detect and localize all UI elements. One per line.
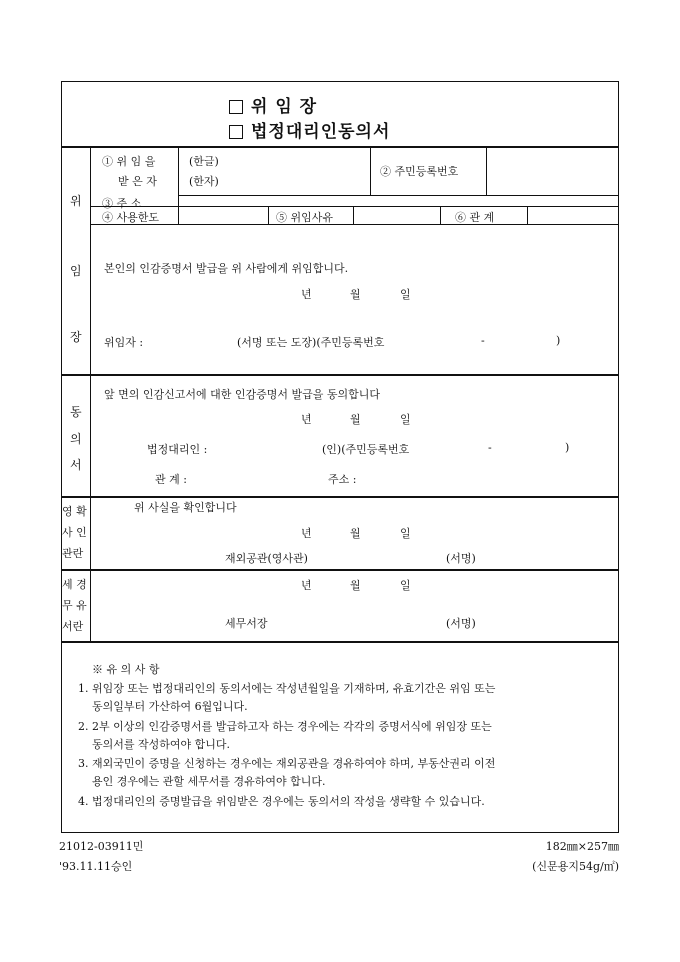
note-2b: 동의서를 작성하여야 합니다. [92, 738, 231, 751]
section-label-tax-1: 세 경 [62, 578, 87, 591]
divider-tax [61, 641, 619, 643]
section-label-consent-2: 의 [70, 432, 82, 446]
delegator-label: 위임자 : [104, 336, 144, 349]
section-label-jang: 장 [70, 330, 82, 344]
delegation-day: 일 [400, 288, 411, 301]
consent-address-label: 주소 : [328, 473, 357, 486]
consent-checkbox[interactable] [229, 125, 243, 139]
divider-rrn-right [486, 146, 487, 195]
delegation-month: 월 [350, 288, 361, 301]
note-3a: 3. 재외국민이 증명을 신청하는 경우에는 재외공관을 경유하여야 하며, 부동산권리 이전 [78, 757, 496, 770]
paper-size: 182㎜×257㎜ [545, 840, 619, 853]
confirm-statement: 위 사실을 확인합니다 [134, 501, 237, 514]
consent-month: 월 [350, 413, 361, 426]
approval-date: '93.11.11승인 [59, 860, 133, 873]
section-label-consent-3: 서 [70, 458, 82, 472]
divider-title [61, 146, 619, 148]
consent-year: 년 [301, 413, 312, 426]
divider-delegation [61, 374, 619, 376]
divider-row1 [178, 195, 619, 196]
notes-heading: ※ 유 의 사 항 [92, 663, 160, 676]
divider-f5-left [268, 206, 269, 224]
legal-rep-label: 법정대리인 : [147, 443, 208, 456]
confirm-year: 년 [301, 527, 312, 540]
title-delegation: 위 임 장 [229, 92, 317, 117]
field-rrn-label: ② 주민등록번호 [380, 165, 459, 178]
legal-rep-close: ) [565, 441, 570, 454]
delegator-sign: (서명 또는 도장)(주민등록번호 [237, 336, 385, 349]
field-delegate-label-1: ① 위 임 을 [102, 155, 156, 168]
section-label-confirm-2: 사 인 [62, 526, 87, 539]
tax-day: 일 [400, 579, 411, 592]
delegation-statement: 본인의 인감증명서 발급을 위 사람에게 위임합니다. [104, 262, 349, 275]
section-label-confirm-3: 관란 [62, 547, 84, 560]
consent-day: 일 [400, 413, 411, 426]
form-code: 21012-03911민 [59, 840, 144, 853]
section-label-tax-3: 서란 [62, 620, 84, 633]
divider-row2 [90, 206, 619, 207]
divider-row3 [90, 224, 619, 225]
legal-rep-seal: (인)(주민등록번호 [322, 443, 410, 456]
confirm-sign: (서명) [446, 552, 476, 565]
confirm-day: 일 [400, 527, 411, 540]
note-2a: 2. 2부 이상의 인감증명서를 발급하고자 하는 경우에는 각각의 증명서식에 위임장 또는 [78, 720, 492, 733]
consent-statement: 앞 면의 인감신고서에 대한 인감증명서 발급을 동의합니다 [104, 388, 381, 401]
note-1a: 1. 위임장 또는 법정대리인의 동의서에는 작성년월일을 기재하며, 유효기간은 위임 또는 [78, 682, 496, 695]
delegation-year: 년 [301, 288, 312, 301]
field-relation-label: ⑥ 관 계 [455, 211, 495, 224]
divider-left-col [90, 146, 91, 641]
tax-office: 세무서장 [225, 617, 268, 630]
delegation-checkbox[interactable] [229, 100, 243, 114]
delegator-dash: - [481, 334, 485, 347]
tax-month: 월 [350, 579, 361, 592]
section-label-consent-1: 동 [70, 405, 82, 419]
note-3b: 용인 경우에는 관할 세무서를 경유하여야 합니다. [92, 775, 326, 788]
section-label-tax-2: 무 유 [62, 599, 87, 612]
divider-consent [61, 496, 619, 498]
divider-f6-left [440, 206, 441, 224]
field-limit-label: ④ 사용한도 [102, 211, 160, 224]
field-reason-label: ⑤ 위임사유 [276, 211, 334, 224]
section-label-wi: 위 [70, 194, 82, 208]
field-hangul[interactable]: (한글) [189, 155, 219, 168]
field-address-label: ③ 주 소 [102, 197, 142, 210]
divider-confirm [61, 569, 619, 571]
tax-year: 년 [301, 579, 312, 592]
confirm-office: 재외공관(영사관) [225, 552, 308, 565]
confirm-month: 월 [350, 527, 361, 540]
divider-f5-right [353, 206, 354, 224]
legal-rep-dash: - [488, 441, 492, 454]
paper-type: (신문용지54g/㎡) [532, 860, 619, 873]
note-1b: 동의일부터 가산하여 6월입니다. [92, 700, 248, 713]
consent-relation-label: 관 계 : [155, 473, 187, 486]
tax-sign: (서명) [446, 617, 476, 630]
section-label-confirm-1: 영 확 [62, 505, 87, 518]
section-label-im: 임 [70, 264, 82, 278]
divider-f6-right [527, 206, 528, 224]
title-consent: 법정대리인동의서 [229, 117, 390, 142]
field-hanja[interactable]: (한자) [189, 175, 219, 188]
note-4: 4. 법정대리인의 증명발급을 위임받은 경우에는 동의서의 작성을 생략할 수 있습니다. [78, 795, 485, 808]
divider-rrn-left [370, 146, 371, 195]
delegator-close: ) [556, 334, 561, 347]
field-delegate-label-2: 받 은 자 [118, 175, 157, 188]
divider-label-col [178, 146, 179, 224]
